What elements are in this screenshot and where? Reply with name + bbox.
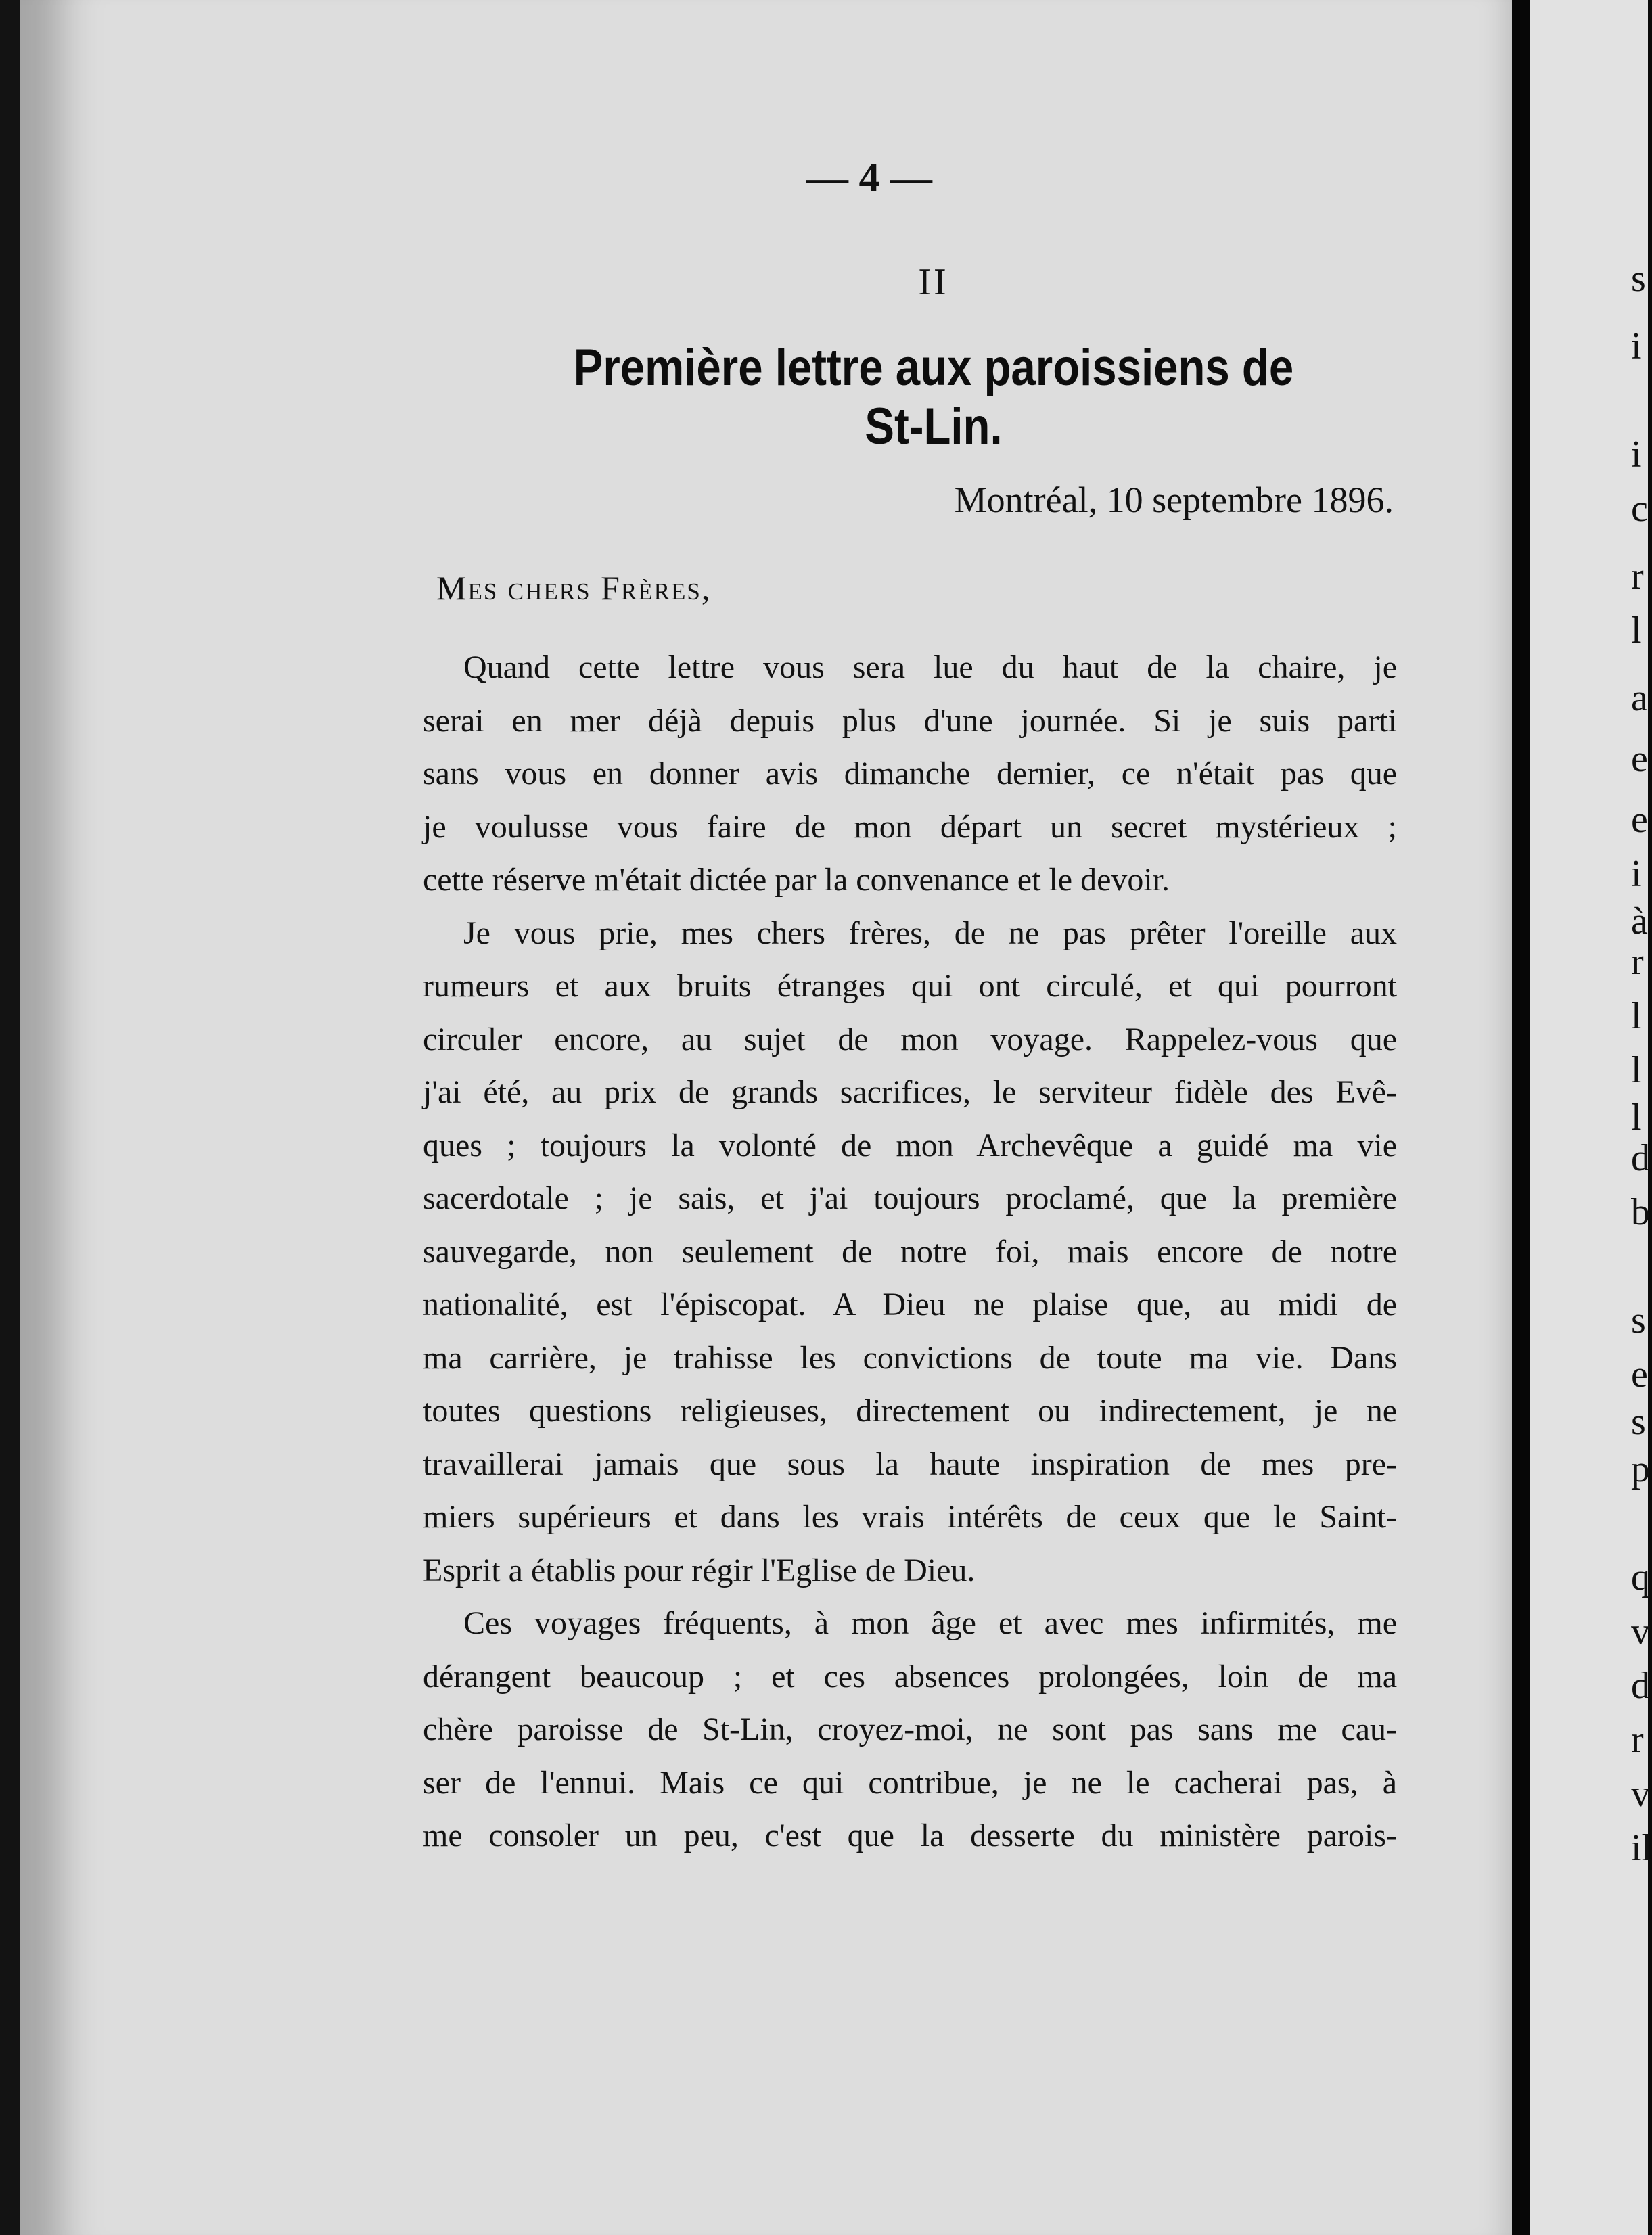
dateline: Montréal, 10 septembre 1896. [954, 480, 1394, 520]
facing-page-edge [1530, 0, 1652, 2235]
facing-page-fragment: s [1631, 258, 1646, 300]
facing-page-fragment: d [1631, 1665, 1650, 1707]
text-line: je voulusse vous faire de mon départ un secret mystérieux ; [423, 808, 1397, 845]
text-line: chère paroisse de St-Lin, croyez-moi, ne sont pas sans me cau- [423, 1711, 1397, 1747]
text-line: j'ai été, au prix de grands sacrifices, le serviteur fidèle des Evê- [423, 1074, 1397, 1110]
facing-page-fragment: q [1631, 1557, 1650, 1598]
facing-page-fragment: r [1631, 555, 1644, 597]
text-line: sauvegarde, non seulement de notre foi, mais encore de notre [423, 1233, 1397, 1270]
left-page-edge [0, 0, 20, 2235]
text-line: serai en mer déjà depuis plus d'une journée. Si je suis parti [423, 702, 1397, 739]
facing-page-fragment: i [1631, 325, 1642, 367]
facing-page-fragment: il [1631, 1827, 1652, 1869]
facing-page-fragment: e [1631, 738, 1648, 780]
text-line: sacerdotale ; je sais, et j'ai toujours proclamé, que la première [423, 1180, 1397, 1216]
facing-page-fragment: l [1631, 995, 1642, 1037]
book-gutter [1512, 0, 1530, 2235]
text-line: ques ; toujours la volonté de mon Archevêque a guidé ma vie [423, 1127, 1397, 1163]
text-line: Quand cette lettre vous sera lue du haut de la chaire, je [463, 649, 1397, 685]
facing-page-fragment: p [1631, 1448, 1650, 1490]
salutation: Mes chers Frères, [436, 569, 712, 607]
facing-page-fragment: i [1631, 853, 1642, 895]
facing-page-fragment: l [1631, 1097, 1642, 1138]
text-line: dérangent beaucoup ; et ces absences prolongées, loin de ma [423, 1658, 1397, 1695]
facing-page-fragment: d [1631, 1137, 1650, 1179]
letter-body [423, 641, 1397, 1863]
text-line: rumeurs et aux bruits étranges qui ont circulé, et qui pourront [423, 968, 1397, 1004]
facing-page-fragment: b [1631, 1191, 1650, 1233]
text-line: travaillerai jamais que sous la haute inspiration de mes pre- [423, 1446, 1397, 1482]
text-line: me consoler un peu, c'est que la desserte du ministère parois- [423, 1818, 1397, 1853]
text-line: Je vous prie, mes chers frères, de ne pas prêter l'oreille aux [463, 915, 1397, 951]
facing-page-fragment: v [1631, 1773, 1650, 1815]
facing-page-fragment: l [1631, 1049, 1642, 1091]
page-number: — 4 — [806, 155, 932, 201]
facing-page-fragment: r [1631, 1719, 1644, 1761]
facing-page-fragment: e [1631, 799, 1648, 841]
text-line: circuler encore, au sujet de mon voyage. Rappelez-vous que [423, 1021, 1397, 1057]
text-line: nationalité, est l'épiscopat. A Dieu ne plaise que, au midi de [423, 1287, 1397, 1322]
facing-page-fragment: à [1631, 900, 1648, 942]
facing-page-fragment: v [1631, 1611, 1650, 1653]
text-line: ma carrière, je trahisse les convictions de toute ma vie. Dans [423, 1339, 1397, 1376]
facing-page-fragment: c [1631, 488, 1648, 530]
text-line: Ces voyages fréquents, à mon âge et avec mes infirmités, me [463, 1605, 1397, 1641]
text-line: Esprit a établis pour régir l'Eglise de Dieu. [423, 1552, 976, 1588]
text-line: ser de l'ennui. Mais ce qui contribue, je ne le cacherai pas, à [423, 1764, 1397, 1801]
facing-page-fragment: i [1631, 434, 1642, 476]
text-line: cette réserve m'était dictée par la convenance et le devoir. [423, 862, 1170, 898]
facing-page-fragment: a [1631, 677, 1648, 719]
facing-page-fragment: r [1631, 941, 1644, 983]
text-line: miers supérieurs et dans les vrais intérêts de ceux que le Saint- [423, 1499, 1397, 1535]
section-number: II [918, 261, 949, 303]
facing-page-fragment: e [1631, 1354, 1648, 1396]
text-line: sans vous en donner avis dimanche dernier, ce n'était pas que [423, 756, 1397, 791]
facing-page-fragment: s [1631, 1299, 1646, 1341]
page-title: Première lettre aux paroissiens de St-Lin. [573, 339, 1294, 455]
facing-page-fragment: s [1631, 1401, 1646, 1443]
text-line: toutes questions religieuses, directement ou indirectement, je ne [423, 1393, 1397, 1429]
facing-page-fragment: l [1631, 609, 1642, 651]
